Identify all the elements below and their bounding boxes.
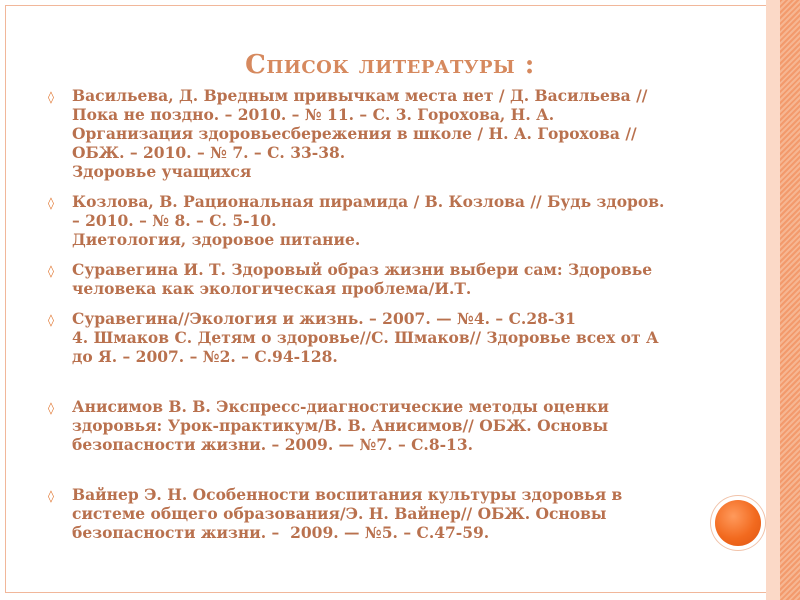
entry-line: здоровья: Урок-практикум/В. В. Анисимов// ОБЖ. Основы [72,416,609,435]
entry-line: Пока не поздно. – 2010. – № 11. – С. 3. Горохова, Н. А. [72,105,555,124]
entry-line: человека как экологическая проблема/И.Т. [72,279,472,298]
spacer [48,474,698,485]
decorative-band-inner [766,0,780,600]
bullet-icon: ◊ [48,489,54,503]
entry-line: безопасности жизни. – 2009. — №5. – С.47-59. [72,523,490,542]
entry-line: до Я. – 2007. – №2. – С.94-128. [72,347,338,366]
entry-line: ОБЖ. – 2010. – № 7. – С. 33-38. [72,143,346,162]
entry-line: Суравегина И. Т. Здоровый образ жизни выбери сам: Здоровье [72,260,653,279]
entry-line: системе общего образования/Э. Н. Вайнер// ОБЖ. Основы [72,504,607,523]
decorative-orange-circle [715,500,761,546]
bibliography-list [48,86,698,542]
slide-title: Список литературы : [245,50,535,80]
entry-line: Васильева, Д. Вредным привычкам места нет / Д. Васильева // [72,86,648,105]
bullet-icon: ◊ [48,264,54,278]
entry-line: Организация здоровьесбережения в школе / Н. А. Горохова // [72,124,637,143]
entry-line: Козлова, В. Рациональная пирамида / В. Козлова // Будь здоров. [72,192,665,211]
decorative-striped-band [780,0,800,600]
entry-line: Суравегина//Экология и жизнь. – 2007. — №4. – С.28-31 [72,309,576,328]
bullet-icon: ◊ [48,196,54,210]
spacer [48,386,698,397]
entry-line: Здоровье учащихся [72,162,252,181]
spacer [48,249,698,260]
spacer [48,454,698,474]
entry-line: Диетология, здоровое питание. [72,230,361,249]
entry-line: Вайнер Э. Н. Особенности воспитания культуры здоровья в [72,485,623,504]
list-item-vasilieva [48,86,698,181]
entry-line: Анисимов В. В. Экспресс-диагностические методы оценки [72,397,609,416]
bullet-icon: ◊ [48,401,54,415]
spacer [48,366,698,386]
bullet-icon: ◊ [48,313,54,327]
list-item-anisimov [48,397,698,454]
list-item-suravegina-1 [48,260,698,298]
entry-line: – 2010. – № 8. – С. 5-10. [72,211,277,230]
spacer [48,181,698,192]
entry-line: 4. Шмаков С. Детям о здоровье//С. Шмаков// Здоровье всех от А [72,328,659,347]
list-item-kozlova [48,192,698,249]
bullet-icon: ◊ [48,90,54,104]
list-item-suravegina-2 [48,309,698,366]
entry-line: безопасности жизни. – 2009. — №7. – С.8-13. [72,435,474,454]
list-item-vainer [48,485,698,542]
spacer [48,298,698,309]
